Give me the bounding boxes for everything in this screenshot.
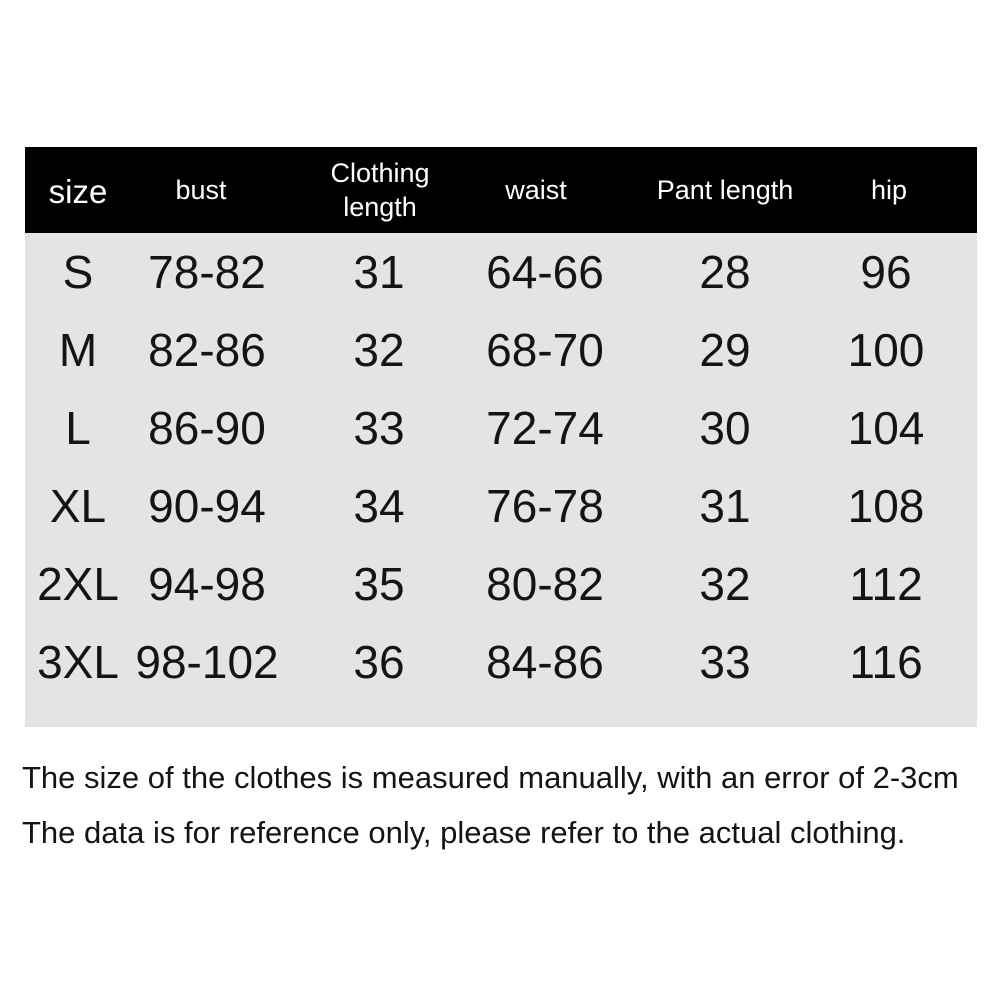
cell-pant-length: 30: [699, 402, 751, 454]
cell-clothing-length: 34: [353, 480, 405, 532]
header-size: size: [48, 173, 108, 210]
cell-waist: 68-70: [486, 324, 604, 376]
cell-bust: 90-94: [148, 480, 266, 532]
cell-hip: 104: [847, 402, 925, 454]
cell-waist: 64-66: [486, 246, 604, 298]
table-row: [25, 623, 977, 701]
cell-bust: 82-86: [148, 324, 266, 376]
cell-bust: 78-82: [148, 246, 266, 298]
cell-pant-length: 29: [699, 324, 751, 376]
table-row: [25, 233, 977, 311]
header-pant-length: Pant length: [656, 175, 794, 205]
table-header-row: [25, 147, 977, 233]
cell-clothing-length: 36: [353, 636, 405, 688]
cell-size: M: [58, 324, 98, 376]
cell-clothing-length: 33: [353, 402, 405, 454]
cell-pant-length: 28: [699, 246, 751, 298]
cell-hip: 96: [860, 246, 912, 298]
table-row: [25, 467, 977, 545]
header-hip: hip: [870, 175, 908, 205]
cell-size: S: [62, 246, 94, 298]
table-row: [25, 545, 977, 623]
reference-note: The data is for reference only, please refer to the actual clothing.: [22, 815, 906, 850]
header-clothing-length: Clothing length: [330, 158, 430, 222]
cell-hip: 112: [849, 558, 923, 610]
cell-waist: 76-78: [486, 480, 604, 532]
cell-size: L: [65, 402, 91, 454]
cell-bust: 98-102: [135, 636, 279, 688]
cell-hip: 100: [847, 324, 925, 376]
cell-pant-length: 31: [699, 480, 751, 532]
table-row: [25, 389, 977, 467]
header-waist: waist: [505, 175, 567, 205]
table-row: [25, 311, 977, 389]
cell-clothing-length: 35: [353, 558, 405, 610]
cell-bust: 86-90: [148, 402, 266, 454]
cell-waist: 72-74: [486, 402, 604, 454]
header-bust: bust: [175, 175, 227, 205]
cell-size: 3XL: [37, 636, 119, 688]
cell-pant-length: 33: [699, 636, 751, 688]
cell-size: XL: [49, 480, 107, 532]
cell-waist: 80-82: [486, 558, 604, 610]
cell-bust: 94-98: [148, 558, 266, 610]
table-body: [25, 233, 977, 727]
cell-waist: 84-86: [486, 636, 604, 688]
size-chart-table: [25, 147, 977, 727]
cell-size: 2XL: [37, 558, 119, 610]
cell-hip: 116: [849, 636, 923, 688]
cell-hip: 108: [847, 480, 925, 532]
cell-clothing-length: 31: [353, 246, 405, 298]
cell-clothing-length: 32: [353, 324, 405, 376]
cell-pant-length: 32: [699, 558, 751, 610]
measurement-note: The size of the clothes is measured manually, with an error of 2-3cm: [22, 760, 959, 795]
